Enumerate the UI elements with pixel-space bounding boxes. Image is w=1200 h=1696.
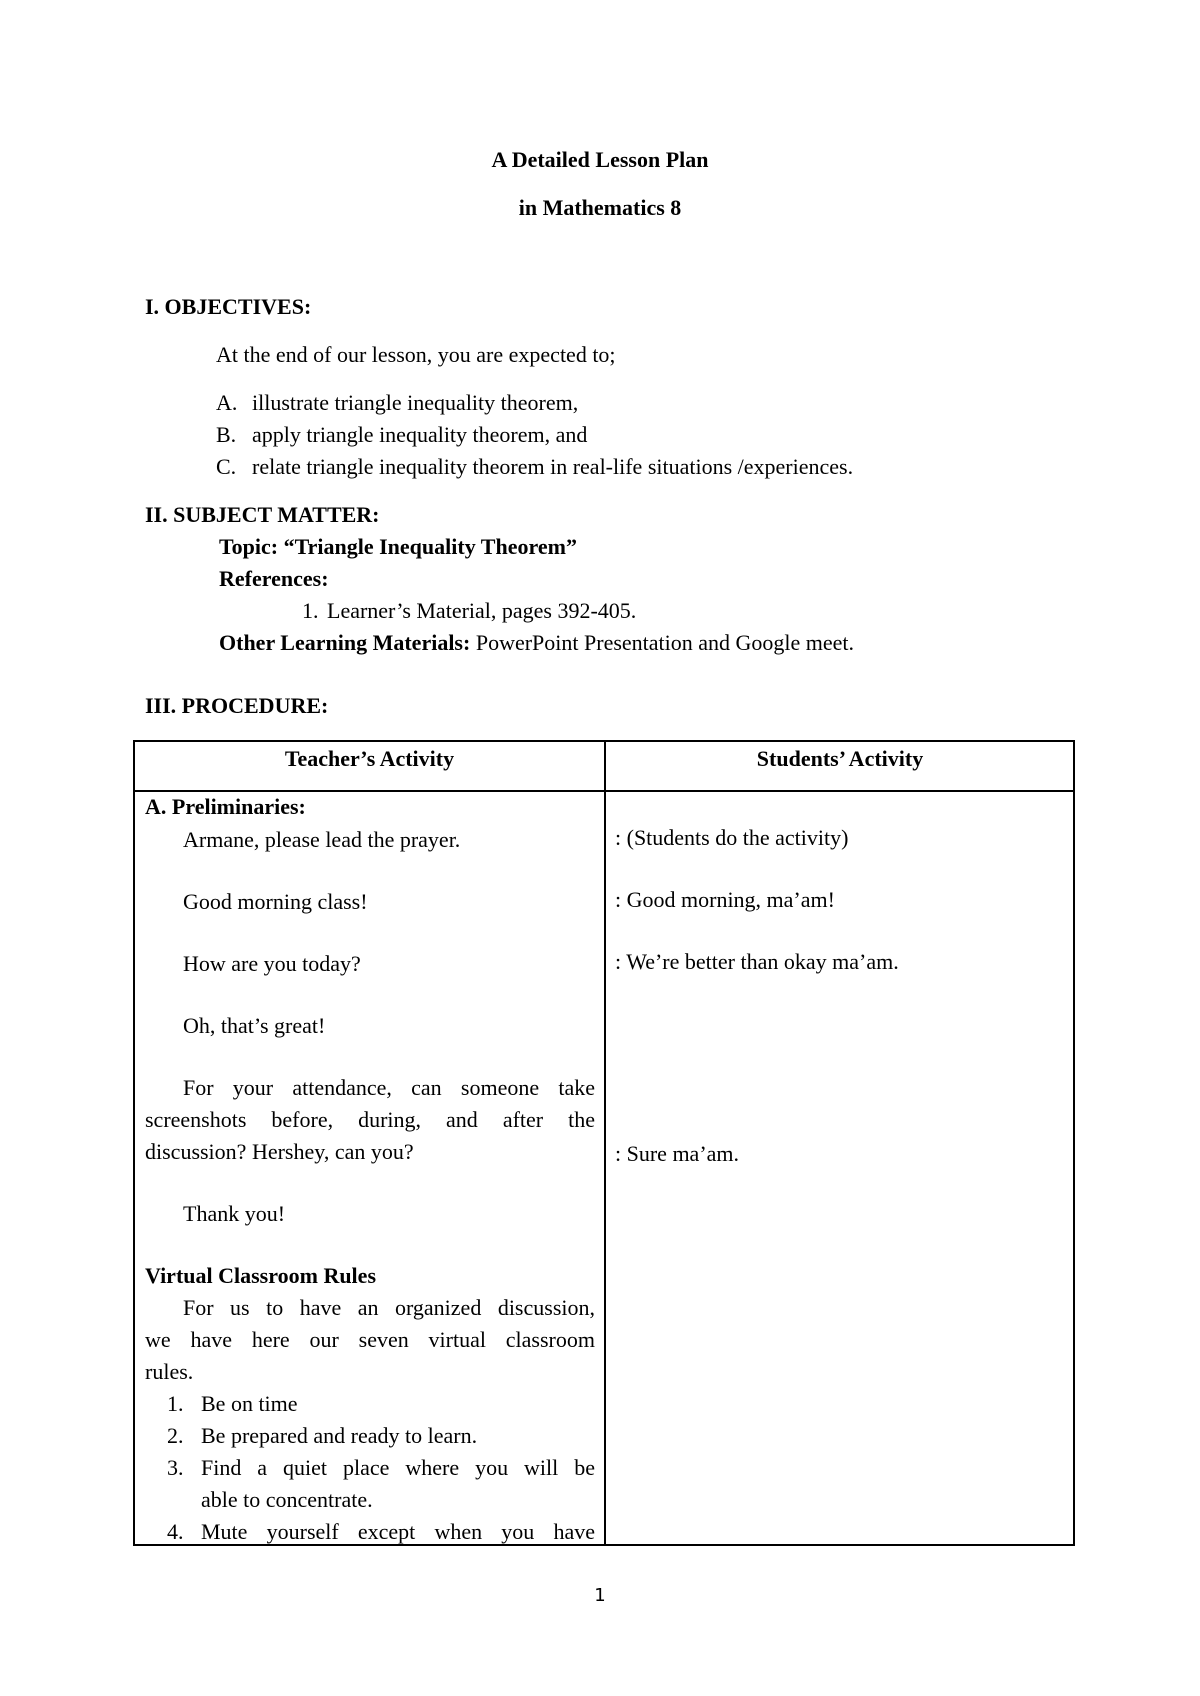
rule-item-3-line-1: Find a quiet place where you will be: [201, 1455, 595, 1480]
procedure-heading: III. PROCEDURE:: [145, 693, 329, 718]
other-materials-label: Other Learning Materials:: [219, 630, 471, 655]
objectives-heading: I. OBJECTIVES:: [145, 294, 312, 319]
rule-item-1: Be on time: [201, 1391, 298, 1416]
rule-number-2: 2.: [167, 1423, 184, 1448]
rule-item-4: Mute yourself except when you have: [201, 1519, 595, 1544]
virtual-rules-heading: Virtual Classroom Rules: [145, 1263, 376, 1288]
rules-intro-line-2: we have here our seven virtual classroom: [145, 1327, 595, 1352]
teacher-attendance-line-1: For your attendance, can someone take: [183, 1075, 595, 1100]
rule-item-3-line-2: able to concentrate.: [201, 1487, 373, 1512]
objective-item-a: illustrate triangle inequality theorem,: [252, 390, 579, 415]
objective-letter-b: B.: [216, 422, 237, 447]
teacher-thanks: Thank you!: [183, 1201, 286, 1226]
references-label: References:: [219, 566, 329, 591]
objective-letter-c: C.: [216, 454, 237, 479]
objective-item-c: relate triangle inequality theorem in real-life situations /experiences.: [252, 454, 854, 479]
doc-subtitle: in Mathematics 8: [518, 195, 682, 220]
objective-item-b: apply triangle inequality theorem, and: [252, 422, 588, 447]
rules-intro-line-3: rules.: [145, 1359, 194, 1384]
teacher-great: Oh, that’s great!: [183, 1013, 326, 1038]
student-response-3: : We’re better than okay ma’am.: [615, 949, 899, 974]
teacher-attendance-line-3: discussion? Hershey, can you?: [145, 1139, 414, 1164]
preliminaries-heading: A. Preliminaries:: [145, 794, 306, 819]
teacher-greeting: Good morning class!: [183, 889, 368, 914]
teacher-how-are-you: How are you today?: [183, 951, 361, 976]
objective-letter-a: A.: [216, 390, 238, 415]
objectives-intro: At the end of our lesson, you are expected to;: [216, 342, 616, 367]
teacher-attendance-line-2: screenshots before, during, and after the: [145, 1107, 595, 1132]
teacher-prayer: Armane, please lead the prayer.: [183, 827, 461, 852]
doc-title: A Detailed Lesson Plan: [491, 147, 709, 172]
reference-number: 1.: [302, 598, 319, 623]
table-header-divider: [135, 790, 1073, 792]
procedure-table: [133, 740, 1075, 1546]
student-response-2: : Good morning, ma’am!: [615, 887, 835, 912]
rules-intro-line-1: For us to have an organized discussion,: [183, 1295, 595, 1320]
teacher-activity-header: Teacher’s Activity: [284, 746, 455, 771]
rule-number-3: 3.: [167, 1455, 184, 1480]
topic-line: [219, 534, 577, 560]
student-response-4: : Sure ma’am.: [615, 1141, 740, 1166]
table-column-divider: [604, 742, 606, 1544]
student-response-1: : (Students do the activity): [615, 825, 849, 850]
rule-number-1: 1.: [167, 1391, 184, 1416]
rule-number-4: 4.: [167, 1519, 184, 1544]
page-number: 1: [594, 1585, 606, 1606]
topic-label: Topic:: [219, 534, 279, 559]
students-activity-header: Students’ Activity: [756, 746, 924, 771]
topic-value: “Triangle Inequality Theorem”: [283, 534, 577, 559]
subject-matter-heading: II. SUBJECT MATTER:: [145, 502, 380, 527]
other-materials-value: PowerPoint Presentation and Google meet.: [475, 630, 855, 655]
other-materials-line: [219, 630, 854, 656]
reference-item: Learner’s Material, pages 392-405.: [327, 598, 637, 623]
rule-item-2: Be prepared and ready to learn.: [201, 1423, 478, 1448]
